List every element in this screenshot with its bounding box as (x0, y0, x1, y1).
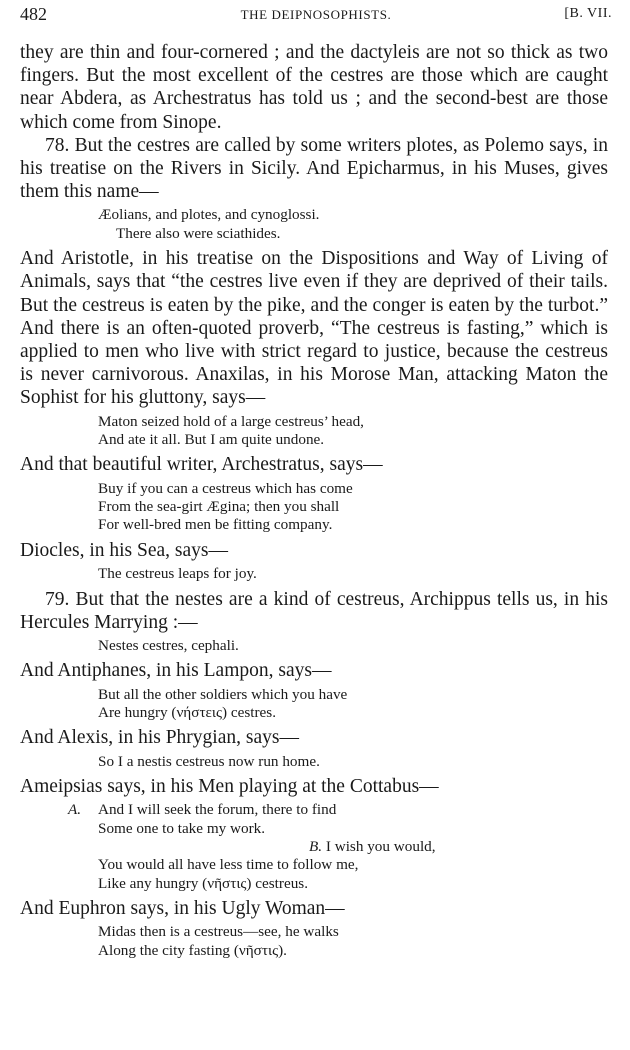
verse-text: And I will seek the forum, there to find (98, 801, 337, 819)
verse-line: Maton seized hold of a large cestreus’ head, (98, 412, 364, 430)
verse-line: From the sea-girt Ægina; then you shall (98, 498, 340, 516)
paragraph: Ameipsias says, in his Men playing at the Cottabus— (20, 775, 439, 797)
verse-quotation (98, 206, 608, 243)
verse-line: The cestreus leaps for joy. (98, 565, 257, 583)
verse-line: Like any hungry (νῆστις) cestreus. (98, 874, 308, 892)
book-marker: [B. VII. (564, 6, 612, 21)
paragraph: And Euphron says, in his Ugly Woman— (20, 898, 345, 920)
paragraph: Diocles, in his Sea, says— (20, 539, 228, 561)
verse-line: And ate it all. But I am quite undone. (98, 431, 325, 449)
running-header (20, 4, 612, 30)
paragraph: And Aristotle, in his treatise on the Dispositions and Way of Living of Animals, says that “the cestres live even if they are deprived of their tails. But the cestreus is eaten by the pike, and the conger is eaten by the turbot.” And there is an often-quoted proverb, “The cestreus is fasting,” which is applied to men who live with strict regard to justice, because the cestreus is never carnivorous. Anaxilas, in his Morose Man, attacking Maton the Sophist for his gluttony, says— (20, 248, 608, 409)
verse-line: Nestes cestres, cephali. (98, 636, 239, 654)
paragraph: they are thin and four-cornered ; and the dactyleis are not so thick as two fingers. But the most excellent of the cestres are those which are caught near Abdera, as Archestratus has told us ; and the second-best are those which come from Sinope. (20, 42, 608, 133)
running-title: THE DEIPNOSOPHISTS. (240, 7, 392, 22)
speaker-label: B. (309, 837, 323, 855)
verse-line: You would all have less time to follow me, (98, 856, 359, 874)
verse-line: Are hungry (νήστεις) cestres. (98, 703, 276, 721)
verse-line (98, 838, 608, 856)
paragraph: And that beautiful writer, Archestratus, says— (20, 454, 383, 476)
verse-quotation (98, 923, 608, 960)
verse-line: But all the other soldiers which you have (98, 685, 348, 703)
verse-line: So I a nestis cestreus now run home. (98, 752, 320, 770)
paragraph: And Antiphanes, in his Lampon, says— (20, 660, 332, 682)
verse-text: I wish you would, (325, 837, 436, 855)
verse-line: There also were sciathides. (116, 224, 281, 242)
paragraph: 78. But the cestres are called by some writers plotes, as Polemo says, in his treatise on the Rivers in Sicily. And Epicharmus, in his Muses, gives them this name— (20, 134, 608, 203)
verse-line: Along the city fasting (νῆστις). (98, 941, 287, 959)
verse-line: Some one to take my work. (98, 819, 266, 837)
verse-dialogue (68, 801, 608, 893)
speaker-label: A. (68, 801, 82, 819)
verse-quotation (98, 686, 608, 723)
verse-line (68, 801, 608, 819)
page-number: 482 (20, 4, 47, 24)
verse-line: Æolians, and plotes, and cynoglossi. (98, 206, 320, 224)
verse-line: Midas then is a cestreus—see, he walks (98, 923, 339, 941)
page-body (20, 41, 608, 964)
verse-quotation (98, 565, 608, 583)
verse-quotation (98, 413, 608, 450)
paragraph: And Alexis, in his Phrygian, says— (20, 727, 299, 749)
verse-line: For well-bred men be fitting company. (98, 516, 333, 534)
verse-line: Buy if you can a cestreus which has come (98, 479, 353, 497)
verse-quotation (98, 753, 608, 771)
verse-quotation (98, 480, 608, 535)
verse-quotation (98, 637, 608, 655)
paragraph: 79. But that the nestes are a kind of cestreus, Archippus tells us, in his Hercules Marrying :— (20, 588, 608, 633)
